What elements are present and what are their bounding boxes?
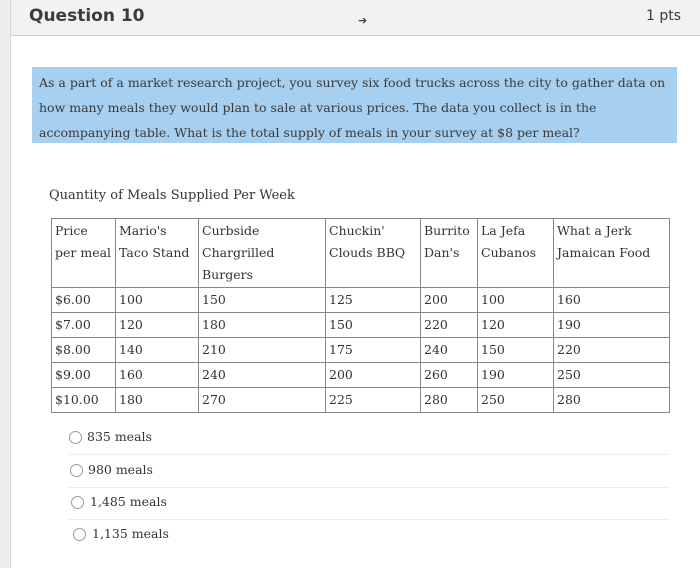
- answer-option-label: 835 meals: [87, 429, 152, 444]
- answer-option[interactable]: [69, 490, 669, 516]
- price-cell: $7.00: [52, 313, 116, 338]
- header-burrito-dans: Burrito Dan's: [421, 219, 478, 288]
- answer-option[interactable]: [69, 425, 669, 451]
- price-cell: $10.00: [52, 388, 116, 413]
- quantity-cell: 250: [478, 388, 554, 413]
- quantity-cell: 190: [478, 363, 554, 388]
- table-row: [52, 388, 670, 413]
- quantity-cell: 180: [116, 388, 199, 413]
- question-header: [11, 0, 700, 36]
- price-cell: $8.00: [52, 338, 116, 363]
- quantity-cell: 260: [421, 363, 478, 388]
- radio-button[interactable]: [71, 496, 84, 509]
- header-la-jefa-cubanos: La Jefa Cubanos: [478, 219, 554, 288]
- quantity-cell: 210: [199, 338, 326, 363]
- quantity-cell: 270: [199, 388, 326, 413]
- quantity-cell: 200: [326, 363, 421, 388]
- quantity-cell: 150: [199, 288, 326, 313]
- quantity-cell: 150: [478, 338, 554, 363]
- table-row: [52, 313, 670, 338]
- option-divider: [69, 454, 669, 455]
- answer-option-label: 1,135 meals: [92, 526, 169, 541]
- supply-table: [51, 218, 670, 413]
- quantity-cell: 240: [199, 363, 326, 388]
- quantity-cell: 280: [421, 388, 478, 413]
- header-curbside-chargrilled-burgers: Curbside Chargrilled Burgers: [199, 219, 326, 288]
- quantity-cell: 190: [554, 313, 670, 338]
- quantity-cell: 220: [554, 338, 670, 363]
- quantity-cell: 240: [421, 338, 478, 363]
- header-price-per-meal: Price per meal: [52, 219, 116, 288]
- answer-option[interactable]: [69, 458, 669, 484]
- quantity-cell: 100: [116, 288, 199, 313]
- table-header-row: [52, 219, 670, 288]
- question-prompt: As a part of a market research project, you survey six food trucks across the city to gather data on how many meals they would plan to sale at various prices. The data you collect is in the accompanying table. What is the total supply of meals in your survey at $8 per meal?: [32, 67, 677, 143]
- quantity-cell: 250: [554, 363, 670, 388]
- question-card: [10, 0, 700, 568]
- quantity-cell: 175: [326, 338, 421, 363]
- table-row: [52, 338, 670, 363]
- table-caption: Quantity of Meals Supplied Per Week: [49, 188, 295, 203]
- quantity-cell: 140: [116, 338, 199, 363]
- answer-option[interactable]: [69, 522, 669, 548]
- option-divider: [69, 519, 669, 520]
- quantity-cell: 160: [554, 288, 670, 313]
- price-cell: $9.00: [52, 363, 116, 388]
- radio-button[interactable]: [70, 464, 83, 477]
- table-row: [52, 363, 670, 388]
- quantity-cell: 200: [421, 288, 478, 313]
- quantity-cell: 125: [326, 288, 421, 313]
- quantity-cell: 160: [116, 363, 199, 388]
- quantity-cell: 220: [421, 313, 478, 338]
- quantity-cell: 180: [199, 313, 326, 338]
- radio-button[interactable]: [69, 431, 82, 444]
- question-points: 1 pts: [645, 8, 681, 24]
- question-title: Question 10: [29, 6, 145, 26]
- quantity-cell: 280: [554, 388, 670, 413]
- radio-button[interactable]: [73, 528, 86, 541]
- quantity-cell: 120: [478, 313, 554, 338]
- answer-option-label: 1,485 meals: [90, 494, 167, 509]
- header-chuckin-clouds-bbq: Chuckin' Clouds BBQ: [326, 219, 421, 288]
- answer-option-label: 980 meals: [88, 462, 153, 477]
- option-divider: [69, 487, 669, 488]
- quantity-cell: 150: [326, 313, 421, 338]
- table-row: [52, 288, 670, 313]
- quantity-cell: 100: [478, 288, 554, 313]
- quantity-cell: 225: [326, 388, 421, 413]
- header-marios-taco-stand: Mario's Taco Stand: [116, 219, 199, 288]
- quantity-cell: 120: [116, 313, 199, 338]
- price-cell: $6.00: [52, 288, 116, 313]
- mouse-cursor-icon: ➔: [358, 14, 368, 27]
- header-what-a-jerk-jamaican-food: What a Jerk Jamaican Food: [554, 219, 670, 288]
